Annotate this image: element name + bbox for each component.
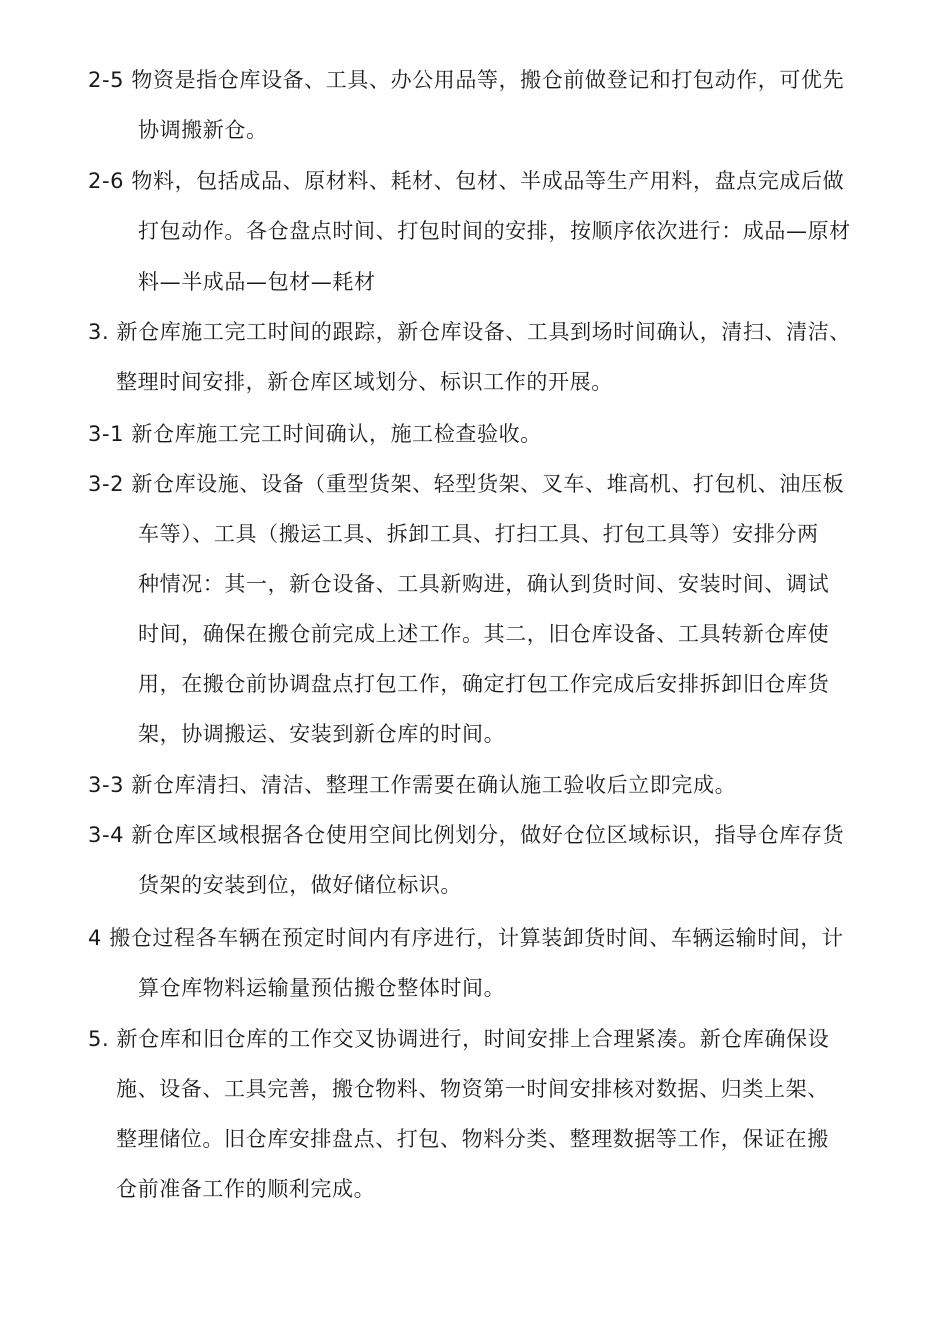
text-line: 2-6 物料，包括成品、原材料、耗材、包材、半成品等生产用料，盘点完成后做 xyxy=(88,169,845,193)
text-line: 3-4 新仓库区域根据各仓使用空间比例划分，做好仓位区域标识，指导仓库存货 xyxy=(88,823,845,847)
text-line: 打包动作。各仓盘点时间、打包时间的安排，按顺序依次进行：成品—原材 xyxy=(138,219,851,243)
text-line: 整理时间安排，新仓库区域划分、标识工作的开展。 xyxy=(116,370,613,394)
text-line: 4 搬仓过程各车辆在预定时间内有序进行，计算装卸货时间、车辆运输时间，计 xyxy=(88,926,844,950)
text-line: 用，在搬仓前协调盘点打包工作，确定打包工作完成后安排拆卸旧仓库货 xyxy=(138,672,830,696)
text-line: 架，协调搬运、安装到新仓库的时间。 xyxy=(138,722,506,746)
text-line: 3-3 新仓库清扫、清洁、整理工作需要在确认施工验收后立即完成。 xyxy=(88,773,737,797)
text-line: 算仓库物料运输量预估搬仓整体时间。 xyxy=(138,976,506,1000)
text-line: 时间，确保在搬仓前完成上述工作。其二，旧仓库设备、工具转新仓库使 xyxy=(138,622,830,646)
text-line: 种情况：其一，新仓设备、工具新购进，确认到货时间、安装时间、调试 xyxy=(138,572,830,596)
text-line: 车等）、工具（搬运工具、拆卸工具、打扫工具、打包工具等）安排分两 xyxy=(138,522,819,546)
text-line: 3. 新仓库施工完工时间的跟踪，新仓库设备、工具到场时间确认，清扫、清洁、 xyxy=(88,320,851,344)
text-line: 施、设备、工具完善，搬仓物料、物资第一时间安排核对数据、归类上架、 xyxy=(116,1077,829,1101)
text-line: 货架的安装到位，做好储位标识。 xyxy=(138,873,462,897)
text-line: 3-2 新仓库设施、设备（重型货架、轻型货架、叉车、堆高机、打包机、油压板 xyxy=(88,472,845,496)
text-line: 料—半成品—包材—耗材 xyxy=(138,270,376,294)
text-line: 协调搬新仓。 xyxy=(138,118,268,142)
text-line: 5. 新仓库和旧仓库的工作交叉协调进行，时间安排上合理紧凑。新仓库确保设 xyxy=(88,1027,830,1051)
text-line: 整理储位。旧仓库安排盘点、打包、物料分类、整理数据等工作，保证在搬 xyxy=(116,1127,829,1151)
text-line: 3-1 新仓库施工完工时间确认，施工检查验收。 xyxy=(88,422,542,446)
text-line: 仓前准备工作的顺利完成。 xyxy=(116,1177,376,1201)
text-line: 2-5 物资是指仓库设备、工具、办公用品等，搬仓前做登记和打包动作，可优先 xyxy=(88,68,845,92)
